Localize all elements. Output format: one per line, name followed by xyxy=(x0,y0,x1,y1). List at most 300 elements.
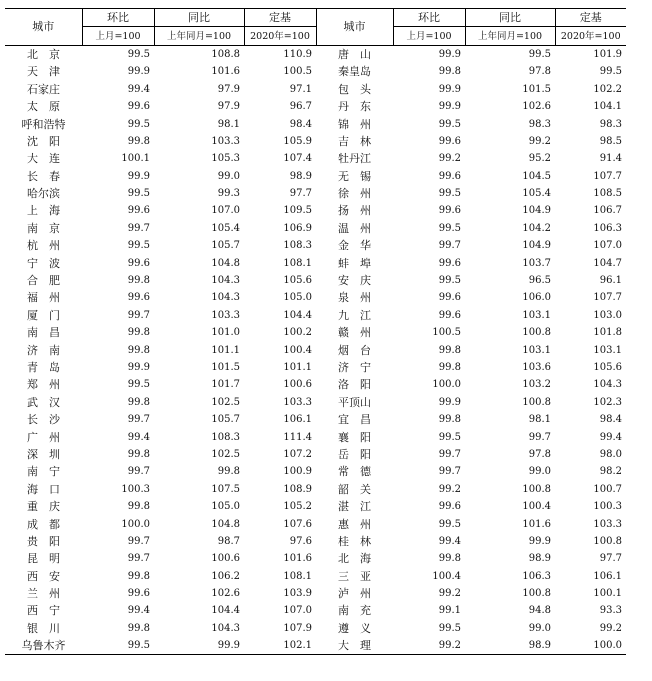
right-yoy-value: 104.9 xyxy=(522,205,551,217)
right-mom-value: 99.7 xyxy=(438,448,461,460)
right-yoy-value: 100.8 xyxy=(522,327,551,339)
left-city-name: 南 昌 xyxy=(27,326,60,340)
right-mom-value: 99.2 xyxy=(438,483,461,495)
right-city-name: 烟 台 xyxy=(338,343,371,357)
subheader-yoy-right: 上年同月=100 xyxy=(465,27,555,45)
table-row xyxy=(5,463,626,480)
right-mom-value: 99.6 xyxy=(438,292,461,304)
left-city-name: 沈 阳 xyxy=(27,134,60,148)
left-fixed-value: 107.6 xyxy=(283,518,312,530)
table-row xyxy=(5,394,626,411)
right-mom-value: 100.5 xyxy=(432,327,461,339)
left-city-name: 成 都 xyxy=(27,517,60,531)
right-mom-value: 99.5 xyxy=(438,188,461,200)
left-yoy-value: 105.7 xyxy=(211,414,240,426)
left-yoy-value: 103.3 xyxy=(211,309,240,321)
table-row xyxy=(5,446,626,463)
right-mom-value: 99.8 xyxy=(438,344,461,356)
left-fixed-value: 97.6 xyxy=(289,535,312,547)
right-city-name: 赣 州 xyxy=(338,326,371,340)
left-yoy-value: 102.5 xyxy=(211,396,240,408)
header-yoy-left: 同比 xyxy=(154,9,244,27)
right-yoy-value: 103.7 xyxy=(522,257,551,269)
left-mom-value: 99.9 xyxy=(127,362,150,373)
right-city-name: 蚌 埠 xyxy=(338,256,371,270)
left-mom-value: 100.0 xyxy=(121,518,150,530)
left-fixed-value: 101.1 xyxy=(283,362,312,373)
left-fixed-value: 105.2 xyxy=(283,501,312,513)
left-fixed-value: 100.5 xyxy=(283,66,312,78)
left-mom-value: 99.4 xyxy=(127,605,150,617)
left-mom-value: 99.9 xyxy=(127,66,150,78)
table-row xyxy=(5,150,626,167)
right-mom-value: 99.5 xyxy=(438,118,461,130)
left-city-name: 济 南 xyxy=(27,343,60,357)
right-fixed-value: 107.7 xyxy=(593,170,622,182)
left-mom-value: 99.8 xyxy=(127,327,150,339)
left-mom-value: 99.4 xyxy=(127,83,150,95)
left-city-name: 西 安 xyxy=(27,569,60,583)
left-mom-value: 99.8 xyxy=(127,344,150,356)
right-fixed-value: 102.3 xyxy=(593,396,622,408)
left-yoy-value: 99.3 xyxy=(217,188,240,200)
left-mom-value: 99.7 xyxy=(127,553,150,565)
table-row xyxy=(5,185,626,202)
price-index-table-container xyxy=(5,8,626,655)
right-yoy-value: 105.4 xyxy=(522,188,551,200)
table-body xyxy=(5,45,626,655)
table-row xyxy=(5,98,626,115)
right-city-name: 北 海 xyxy=(338,552,371,566)
left-yoy-value: 105.4 xyxy=(211,222,240,234)
right-fixed-value: 106.7 xyxy=(593,205,622,217)
right-city-name: 襄 阳 xyxy=(338,430,371,444)
table-row xyxy=(5,637,626,655)
right-yoy-value: 104.2 xyxy=(522,222,551,234)
left-city-name: 杭 州 xyxy=(27,239,60,253)
right-fixed-value: 98.5 xyxy=(599,135,622,147)
right-yoy-value: 98.9 xyxy=(528,553,551,565)
right-mom-value: 99.6 xyxy=(438,135,461,147)
right-mom-value: 99.4 xyxy=(438,535,461,547)
left-mom-value: 99.8 xyxy=(127,448,150,460)
left-mom-value: 99.9 xyxy=(127,170,150,182)
right-fixed-value: 96.1 xyxy=(599,275,622,287)
right-yoy-value: 104.9 xyxy=(522,240,551,252)
left-mom-value: 99.5 xyxy=(82,637,154,655)
left-yoy-value: 101.0 xyxy=(211,327,240,339)
right-yoy-value: 104.5 xyxy=(522,170,551,182)
right-yoy-value: 103.2 xyxy=(522,379,551,391)
left-mom-value: 99.8 xyxy=(127,570,150,582)
left-yoy-value: 105.3 xyxy=(211,153,240,165)
right-mom-value: 99.8 xyxy=(438,362,461,373)
right-mom-value: 99.9 xyxy=(438,101,461,113)
left-yoy-value: 100.6 xyxy=(211,553,240,565)
right-fixed-value: 107.7 xyxy=(593,292,622,304)
right-fixed-value: 91.4 xyxy=(599,153,622,165)
right-city-name: 牡丹江 xyxy=(338,152,371,166)
right-city-name: 惠 州 xyxy=(338,517,371,531)
right-fixed-value: 106.3 xyxy=(593,222,622,234)
left-city-name: 昆 明 xyxy=(27,552,60,566)
header-city-left: 城市 xyxy=(5,9,82,46)
left-city-name: 南 宁 xyxy=(27,465,60,479)
right-city-name: 丹 东 xyxy=(338,100,371,114)
right-yoy-value: 96.5 xyxy=(528,275,551,287)
left-mom-value: 99.7 xyxy=(127,466,150,478)
left-yoy-value: 102.5 xyxy=(211,448,240,460)
right-city-name: 洛 阳 xyxy=(338,378,371,392)
left-yoy-value: 104.3 xyxy=(211,275,240,287)
left-city-name: 上 海 xyxy=(27,204,60,218)
right-city-name: 大 理 xyxy=(316,637,393,655)
left-fixed-value: 97.1 xyxy=(289,83,312,95)
left-fixed-value: 108.3 xyxy=(283,240,312,252)
left-fixed-value: 109.5 xyxy=(283,205,312,217)
left-fixed-value: 100.6 xyxy=(283,379,312,391)
left-city-name: 宁 波 xyxy=(27,256,60,270)
right-fixed-value: 105.6 xyxy=(593,362,622,373)
left-yoy-value: 105.0 xyxy=(211,501,240,513)
left-city-name: 太 原 xyxy=(27,100,60,114)
subheader-fixed-right: 2020年=100 xyxy=(555,27,626,45)
left-yoy-value: 99.8 xyxy=(217,466,240,478)
right-city-name: 吉 林 xyxy=(338,134,371,148)
left-yoy-value: 98.7 xyxy=(217,535,240,547)
right-mom-value: 99.6 xyxy=(438,170,461,182)
right-yoy-value: 98.3 xyxy=(528,118,551,130)
subheader-mom-right: 上月=100 xyxy=(393,27,465,45)
left-city-name: 福 州 xyxy=(27,291,60,305)
left-fixed-value: 111.4 xyxy=(283,431,312,443)
left-fixed-value: 98.9 xyxy=(289,170,312,182)
right-city-name: 秦皇岛 xyxy=(338,65,371,79)
right-fixed-value: 98.4 xyxy=(599,414,622,426)
left-fixed-value: 105.6 xyxy=(283,275,312,287)
right-yoy-value: 99.7 xyxy=(528,431,551,443)
left-city-name: 厦 门 xyxy=(27,308,60,322)
left-mom-value: 99.6 xyxy=(127,257,150,269)
right-city-name: 湛 江 xyxy=(338,500,371,514)
left-mom-value: 100.3 xyxy=(121,483,150,495)
right-city-name: 包 头 xyxy=(338,82,371,96)
left-city-name: 北 京 xyxy=(27,47,60,61)
left-yoy-value: 99.9 xyxy=(154,637,244,655)
right-city-name: 济 宁 xyxy=(338,361,371,374)
right-mom-value: 99.5 xyxy=(438,622,461,634)
left-mom-value: 99.8 xyxy=(127,396,150,408)
right-mom-value: 99.8 xyxy=(438,66,461,78)
left-mom-value: 99.8 xyxy=(127,135,150,147)
right-city-name: 锦 州 xyxy=(338,117,371,131)
right-fixed-value: 104.3 xyxy=(593,379,622,391)
right-mom-value: 99.8 xyxy=(438,414,461,426)
left-city-name: 广 州 xyxy=(27,430,60,444)
right-yoy-value: 95.2 xyxy=(528,153,551,165)
table-header xyxy=(5,9,626,46)
table-row xyxy=(5,341,626,358)
right-yoy-value: 100.4 xyxy=(522,501,551,513)
left-yoy-value: 102.6 xyxy=(211,588,240,600)
right-mom-value: 100.4 xyxy=(432,570,461,582)
left-fixed-value: 100.9 xyxy=(283,466,312,478)
left-city-name: 武 汉 xyxy=(27,395,60,409)
left-yoy-value: 108.8 xyxy=(211,48,240,60)
left-mom-value: 99.6 xyxy=(127,588,150,600)
right-mom-value: 99.9 xyxy=(438,83,461,95)
left-mom-value: 99.5 xyxy=(127,240,150,252)
table-row xyxy=(5,220,626,237)
right-city-name: 泸 州 xyxy=(338,587,371,601)
right-fixed-value: 108.5 xyxy=(593,188,622,200)
right-mom-value: 99.5 xyxy=(438,275,461,287)
right-fixed-value: 106.1 xyxy=(593,570,622,582)
right-city-name: 安 庆 xyxy=(338,274,371,288)
left-fixed-value: 97.7 xyxy=(289,188,312,200)
right-city-name: 无 锡 xyxy=(338,169,371,183)
right-yoy-value: 103.1 xyxy=(522,309,551,321)
right-yoy-value: 106.3 xyxy=(522,570,551,582)
right-fixed-value: 103.3 xyxy=(593,518,622,530)
right-fixed-value: 100.3 xyxy=(593,501,622,513)
right-city-name: 桂 林 xyxy=(338,534,371,548)
left-fixed-value: 107.2 xyxy=(283,448,312,460)
right-city-name: 扬 州 xyxy=(338,204,371,218)
right-yoy-value: 100.8 xyxy=(522,396,551,408)
table-row xyxy=(5,168,626,185)
left-city-name: 大 连 xyxy=(27,152,60,166)
header-city-right: 城市 xyxy=(316,9,393,46)
left-fixed-value: 105.0 xyxy=(283,292,312,304)
right-yoy-value: 101.5 xyxy=(522,83,551,95)
subheader-fixed-left: 2020年=100 xyxy=(244,27,316,45)
left-city-name: 乌鲁木齐 xyxy=(5,637,82,655)
right-yoy-value: 97.8 xyxy=(528,448,551,460)
left-yoy-value: 104.3 xyxy=(211,622,240,634)
table-row xyxy=(5,133,626,150)
left-city-name: 南 京 xyxy=(27,221,60,235)
right-fixed-value: 103.1 xyxy=(593,344,622,356)
left-fixed-value: 98.4 xyxy=(289,118,312,130)
table-row xyxy=(5,115,626,132)
right-fixed-value: 97.7 xyxy=(599,553,622,565)
table-row xyxy=(5,620,626,637)
right-fixed-value: 99.2 xyxy=(599,622,622,634)
table-row xyxy=(5,481,626,498)
table-row xyxy=(5,254,626,271)
table-row xyxy=(5,602,626,619)
table-row xyxy=(5,289,626,306)
left-city-name: 长 春 xyxy=(27,169,60,183)
left-city-name: 重 庆 xyxy=(27,500,60,514)
right-fixed-value: 100.8 xyxy=(593,535,622,547)
right-city-name: 泉 州 xyxy=(338,291,371,305)
header-yoy-right: 同比 xyxy=(465,9,555,27)
right-fixed-value: 101.8 xyxy=(593,327,622,339)
table-row xyxy=(5,428,626,445)
left-mom-value: 99.7 xyxy=(127,309,150,321)
right-mom-value: 99.5 xyxy=(438,222,461,234)
right-mom-value: 99.2 xyxy=(438,153,461,165)
right-mom-value: 99.6 xyxy=(438,309,461,321)
left-fixed-value: 105.9 xyxy=(283,135,312,147)
left-city-name: 西 宁 xyxy=(27,604,60,618)
left-city-name: 兰 州 xyxy=(27,587,60,601)
left-yoy-value: 107.0 xyxy=(211,205,240,217)
right-yoy-value: 106.0 xyxy=(522,292,551,304)
header-mom-left: 环比 xyxy=(82,9,154,27)
right-mom-value: 99.2 xyxy=(393,637,465,655)
left-yoy-value: 101.7 xyxy=(211,379,240,391)
left-city-name: 呼和浩特 xyxy=(21,117,66,131)
table-row xyxy=(5,568,626,585)
right-yoy-value: 99.2 xyxy=(528,135,551,147)
left-fixed-value: 106.1 xyxy=(283,414,312,426)
left-fixed-value: 100.4 xyxy=(283,344,312,356)
left-mom-value: 99.5 xyxy=(127,379,150,391)
right-yoy-value: 99.0 xyxy=(528,466,551,478)
right-city-name: 岳 阳 xyxy=(338,447,371,461)
right-city-name: 金 华 xyxy=(338,239,371,253)
right-fixed-value: 98.0 xyxy=(599,448,622,460)
left-fixed-value: 107.4 xyxy=(283,153,312,165)
table-row xyxy=(5,324,626,341)
left-yoy-value: 105.7 xyxy=(211,240,240,252)
right-city-name: 韶 关 xyxy=(338,482,371,496)
left-mom-value: 99.5 xyxy=(127,188,150,200)
left-city-name: 深 圳 xyxy=(27,447,60,461)
table-row xyxy=(5,550,626,567)
left-yoy-value: 104.8 xyxy=(211,257,240,269)
right-fixed-value: 103.0 xyxy=(593,309,622,321)
right-fixed-value: 104.1 xyxy=(593,101,622,113)
table-row xyxy=(5,237,626,254)
right-yoy-value: 103.1 xyxy=(522,344,551,356)
right-city-name: 三 亚 xyxy=(338,569,371,583)
table-row xyxy=(5,63,626,80)
right-mom-value: 99.5 xyxy=(438,518,461,530)
right-yoy-value: 103.6 xyxy=(522,362,551,373)
right-yoy-value: 102.6 xyxy=(522,101,551,113)
right-mom-value: 99.2 xyxy=(438,588,461,600)
table-row xyxy=(5,376,626,393)
left-city-name: 合 肥 xyxy=(27,274,60,288)
right-fixed-value: 104.7 xyxy=(593,257,622,269)
left-yoy-value: 101.5 xyxy=(211,362,240,373)
left-fixed-value: 102.1 xyxy=(244,637,316,655)
right-mom-value: 99.7 xyxy=(438,466,461,478)
left-city-name: 石家庄 xyxy=(27,82,60,96)
right-city-name: 唐 山 xyxy=(338,47,371,61)
price-index-table xyxy=(5,8,626,655)
right-fixed-value: 98.2 xyxy=(599,466,622,478)
right-yoy-value: 100.8 xyxy=(522,483,551,495)
left-fixed-value: 110.9 xyxy=(283,48,312,60)
left-yoy-value: 101.1 xyxy=(211,344,240,356)
left-yoy-value: 107.5 xyxy=(211,483,240,495)
right-mom-value: 99.9 xyxy=(438,396,461,408)
right-yoy-value: 98.1 xyxy=(528,414,551,426)
left-mom-value: 99.8 xyxy=(127,622,150,634)
right-city-name: 遵 义 xyxy=(338,621,371,635)
left-yoy-value: 101.6 xyxy=(211,66,240,78)
right-city-name: 温 州 xyxy=(338,221,371,235)
left-mom-value: 99.8 xyxy=(127,275,150,287)
table-row xyxy=(5,307,626,324)
left-yoy-value: 104.4 xyxy=(211,605,240,617)
left-fixed-value: 101.6 xyxy=(283,553,312,565)
table-row xyxy=(5,411,626,428)
left-mom-value: 99.6 xyxy=(127,101,150,113)
left-city-name: 贵 阳 xyxy=(27,534,60,548)
right-fixed-value: 100.1 xyxy=(593,588,622,600)
right-fixed-value: 101.9 xyxy=(593,48,622,60)
left-mom-value: 100.1 xyxy=(121,153,150,165)
table-row xyxy=(5,585,626,602)
left-yoy-value: 98.1 xyxy=(217,118,240,130)
right-yoy-value: 99.9 xyxy=(528,535,551,547)
left-city-name: 郑 州 xyxy=(27,378,60,392)
right-yoy-value: 99.0 xyxy=(528,622,551,634)
left-mom-value: 99.5 xyxy=(127,118,150,130)
left-mom-value: 99.8 xyxy=(127,501,150,513)
right-city-name: 平顶山 xyxy=(338,395,371,409)
left-yoy-value: 103.3 xyxy=(211,135,240,147)
left-fixed-value: 108.1 xyxy=(283,570,312,582)
right-mom-value: 99.6 xyxy=(438,205,461,217)
right-fixed-value: 99.4 xyxy=(599,431,622,443)
left-yoy-value: 97.9 xyxy=(217,101,240,113)
table-row xyxy=(5,45,626,63)
header-fixed-right: 定基 xyxy=(555,9,626,27)
left-mom-value: 99.4 xyxy=(127,431,150,443)
right-city-name: 宜 昌 xyxy=(338,413,371,427)
right-mom-value: 99.1 xyxy=(438,605,461,617)
right-yoy-value: 101.6 xyxy=(522,518,551,530)
left-mom-value: 99.6 xyxy=(127,205,150,217)
table-row xyxy=(5,498,626,515)
header-fixed-left: 定基 xyxy=(244,9,316,27)
table-row xyxy=(5,515,626,532)
left-fixed-value: 96.7 xyxy=(289,101,312,113)
subheader-yoy-left: 上年同月=100 xyxy=(154,27,244,45)
right-mom-value: 100.0 xyxy=(432,379,461,391)
subheader-mom-left: 上月=100 xyxy=(82,27,154,45)
left-city-name: 银 川 xyxy=(27,621,60,635)
left-fixed-value: 103.9 xyxy=(283,588,312,600)
right-mom-value: 99.8 xyxy=(438,553,461,565)
left-yoy-value: 106.2 xyxy=(211,570,240,582)
right-fixed-value: 100.7 xyxy=(593,483,622,495)
left-city-name: 长 沙 xyxy=(27,413,60,427)
left-mom-value: 99.7 xyxy=(127,535,150,547)
right-yoy-value: 100.8 xyxy=(522,588,551,600)
right-fixed-value: 99.5 xyxy=(599,66,622,78)
left-yoy-value: 104.3 xyxy=(211,292,240,304)
left-fixed-value: 108.9 xyxy=(283,483,312,495)
left-fixed-value: 106.9 xyxy=(283,222,312,234)
left-yoy-value: 99.0 xyxy=(217,170,240,182)
right-fixed-value: 98.3 xyxy=(599,118,622,130)
table-row xyxy=(5,81,626,98)
table-row xyxy=(5,359,626,376)
right-mom-value: 99.5 xyxy=(438,431,461,443)
left-fixed-value: 103.3 xyxy=(283,396,312,408)
right-fixed-value: 107.0 xyxy=(593,240,622,252)
left-city-name: 青 岛 xyxy=(27,361,60,374)
left-mom-value: 99.5 xyxy=(127,48,150,60)
